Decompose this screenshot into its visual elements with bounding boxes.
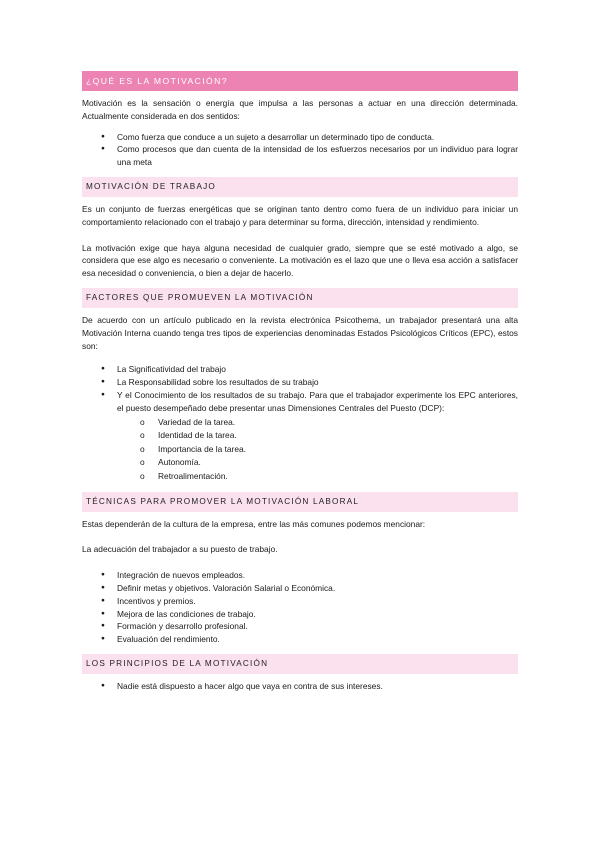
paragraph-psicothema: De acuerdo con un artículo publicado en la revista electrónica Psicothema, un trabajador presentará una alta Motivación Interna cuando tenga tres tipos de experiencias denominadas Estados Psicológicos Críticos (EPC), estos son:	[82, 314, 518, 351]
section-heading-principios: LOS PRINCIPIOS DE LA MOTIVACIÓN	[82, 654, 518, 674]
bullet-list-principios	[82, 680, 518, 693]
paragraph-cultura-empresa: Estas dependerán de la cultura de la empresa, entre las más comunes podemos mencionar:	[82, 518, 426, 529]
list-item: ● Formación y desarrollo profesional.	[82, 620, 518, 633]
sub-list-item: o Identidad de la tarea.	[117, 429, 518, 443]
bullet-list-sentidos	[82, 131, 518, 169]
list-item: ● Mejora de las condiciones de trabajo.	[82, 608, 518, 621]
list-item: ● Como procesos que dan cuenta de la intensidad de los esfuerzos necesarios por un individuo para lograr una meta	[82, 143, 518, 169]
list-item: ● Nadie está dispuesto a hacer algo que vaya en contra de sus intereses.	[82, 680, 518, 693]
list-item: ● Como fuerza que conduce a un sujeto a desarrollar un determinado tipo de conducta.	[82, 131, 518, 144]
bullet-list-tecnicas	[82, 569, 518, 646]
list-item: ● La Responsabilidad sobre los resultados de su trabajo	[82, 376, 518, 389]
section-heading-factores: FACTORES QUE PROMUEVEN LA MOTIVACIÓN	[82, 288, 518, 308]
paragraph-necesidad: La motivación exige que haya alguna necesidad de cualquier grado, siempre que se esté motivado a algo, se considera que ese algo es necesario o conveniente. La motivación es el lazo que une o lleva esa acción a satisfacer esa necesidad o conveniencia, o bien a dejar de hacerlo.	[82, 242, 518, 279]
bullet-list-epc	[82, 363, 518, 483]
sub-list-item: o Autonomía.	[117, 456, 518, 470]
sub-list-dcp	[117, 416, 518, 484]
list-item	[82, 389, 518, 484]
paragraph-conjunto-fuerzas: Es un conjunto de fuerzas energéticas que se originan tanto dentro como fuera de un individuo para iniciar un comportamiento relacionado con el trabajo y para determinar su forma, dirección, intensidad y rendimiento.	[82, 203, 518, 227]
list-item: ● Incentivos y premios.	[82, 595, 518, 608]
section-heading-motivacion-trabajo: MOTIVACIÓN DE TRABAJO	[82, 177, 518, 197]
document-content	[82, 71, 518, 693]
list-item: ● Integración de nuevos empleados.	[82, 569, 518, 582]
list-item: ● La Significatividad del trabajo	[82, 363, 518, 376]
list-item: ● Definir metas y objetivos. Valoración Salarial o Económica.	[82, 582, 518, 595]
section-heading-que-es: ¿QUÉ ES LA MOTIVACIÓN?	[82, 71, 518, 91]
paragraph-adecuacion: La adecuación del trabajador a su puesto de trabajo.	[82, 544, 278, 555]
section-heading-tecnicas: TÉCNICAS PARA PROMOVER LA MOTIVACIÓN LABORAL	[82, 492, 518, 512]
sub-list-item: o Retroalimentación.	[117, 470, 518, 484]
list-item: ● Evaluación del rendimiento.	[82, 633, 518, 646]
list-item-text: Y el Conocimiento de los resultados de su trabajo. Para que el trabajador experimente los EPC anteriores, el puesto desempeñado debe presentar unas Dimensiones Centrales del Puesto (DCP):	[117, 389, 518, 413]
sub-list-item: o Variedad de la tarea.	[117, 416, 518, 430]
paragraph-definition: Motivación es la sensación o energía que impulsa a las personas a actuar en una dirección determinada. Actualmente considerada en dos sentidos:	[82, 98, 518, 121]
sub-list-item: o Importancia de la tarea.	[117, 443, 518, 457]
